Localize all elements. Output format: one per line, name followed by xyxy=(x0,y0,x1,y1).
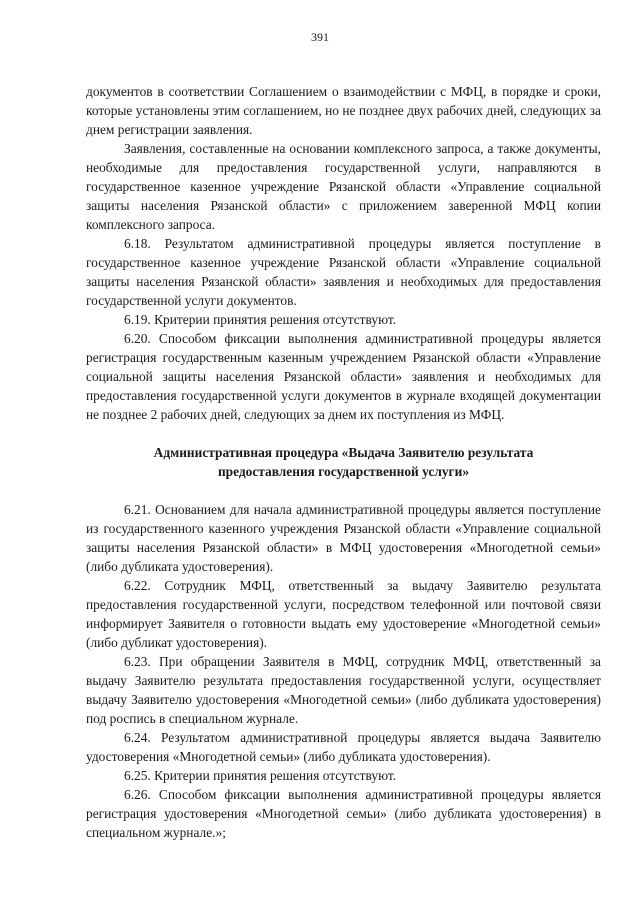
paragraph: 6.23. При обращении Заявителя в МФЦ, сотрудник МФЦ, ответственный за выдачу Заявителю результата предоставления государственной услуги, осуществляет выдачу Заявителю удостоверения «Многодетной семьи» (либо дубликата удостоверения) под роспись в специальном журнале. xyxy=(86,654,601,726)
paragraph: 6.24. Результатом административной процедуры является выдача Заявителю удостоверения «Многодетной семьи» (либо дубликата удостоверения). xyxy=(86,730,601,764)
paragraph: 6.18. Результатом административной процедуры является поступление в государственное казенное учреждение Рязанской области «Управление социальной защиты населения Рязанской области» заявления и необходимых для предоставления государственной услуги документов. xyxy=(86,236,601,308)
page-number: 391 xyxy=(311,30,329,44)
paragraph: Заявления, составленные на основании комплексного запроса, а также документы, необходимые для предоставления государственной услуги, направляются в государственное казенное учреждение Рязанской области «Управление социальной защиты населения Рязанской области» с приложением заверенной МФЦ копии комплексного запроса. xyxy=(86,141,601,232)
paragraphs-after xyxy=(86,500,601,842)
paragraph: 6.19. Критерии принятия решения отсутствуют. xyxy=(124,312,397,327)
paragraph: 6.20. Способом фиксации выполнения административной процедуры является регистрация государственным казенным учреждением Рязанской области «Управление социальной защиты населения Рязанской области» заявления и необходимых для предоставления государственной услуги документов в журнале входящей документации не позднее 2 рабочих дней, следующих за днем их поступления из МФЦ. xyxy=(86,331,601,422)
paragraphs-before xyxy=(86,82,601,424)
paragraph: 6.26. Способом фиксации выполнения административной процедуры является регистрация удостоверения «Многодетной семьи» (либо дубликата удостоверения) в специальном журнале.»; xyxy=(86,787,601,840)
paragraph: 6.21. Основанием для начала административной процедуры является поступление из государственного казенного учреждения Рязанской области «Управление социальной защиты населения Рязанской области» в МФЦ удостоверения «Многодетной семьи» (либо дубликата удостоверения). xyxy=(86,502,601,574)
paragraph: документов в соответствии Соглашением о взаимодействии с МФЦ, в порядке и сроки, которые установлены этим соглашением, но не позднее двух рабочих дней, следующих за днем регистрации заявления. xyxy=(86,84,601,137)
paragraph: 6.22. Сотрудник МФЦ, ответственный за выдачу Заявителю результата предоставления государственной услуги, посредством телефонной или почтовой связи информирует Заявителя о готовности выдать ему удостоверение «Многодетной семьи» (либо дубликат удостоверения). xyxy=(86,578,601,650)
section-heading: Административная процедура «Выдача Заявителю результата предоставления государственной услуги» xyxy=(153,445,534,479)
paragraph: 6.25. Критерии принятия решения отсутствуют. xyxy=(124,768,397,783)
document-body xyxy=(86,82,601,842)
